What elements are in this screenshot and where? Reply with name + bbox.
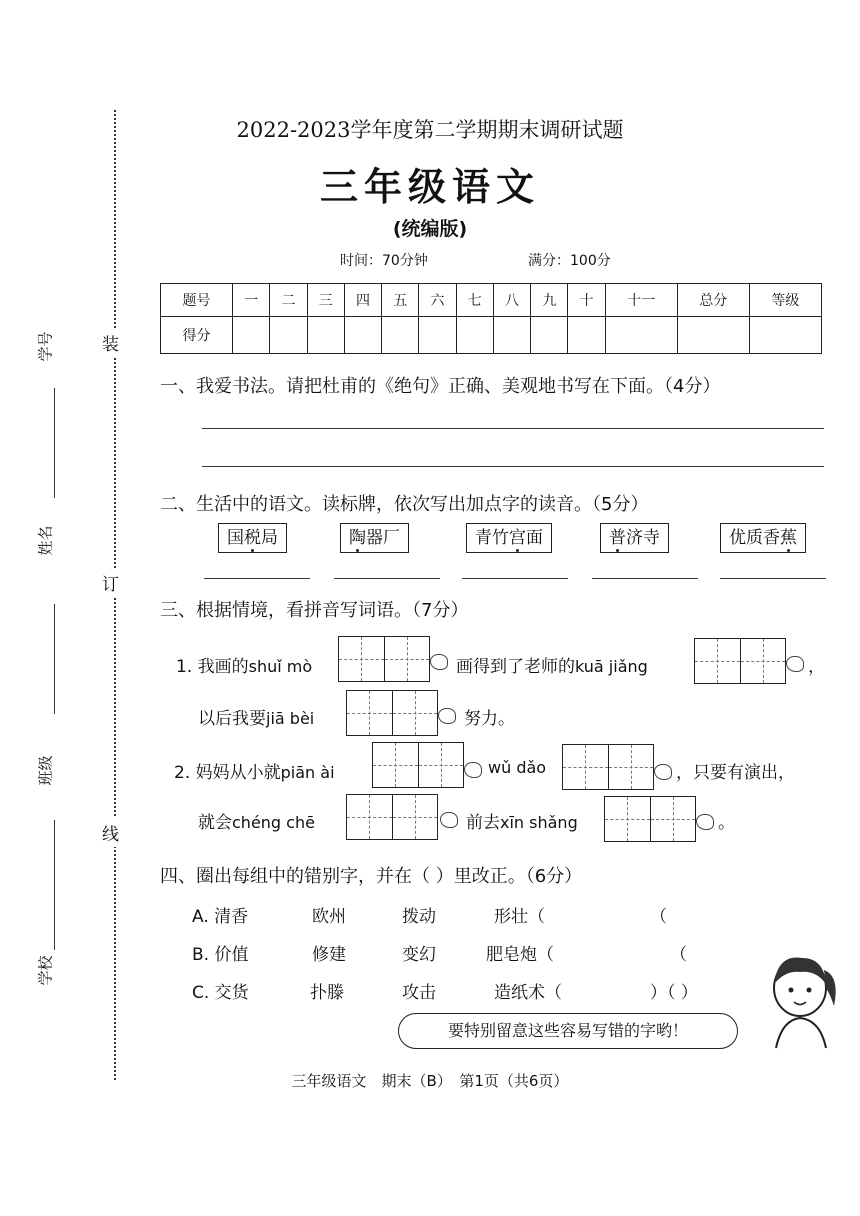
score-header-cell: 十一 (605, 284, 677, 317)
score-cell[interactable] (344, 317, 381, 354)
q3-line1-text (176, 652, 312, 677)
q4-word: A. 清香 (192, 907, 249, 927)
writing-grid-2[interactable] (562, 744, 654, 790)
q4-bracket[interactable]: （ (670, 945, 687, 965)
score-header-cell: 题号 (161, 284, 233, 317)
score-cell[interactable] (456, 317, 493, 354)
q4-word[interactable]: 拨动 (402, 907, 436, 927)
binding-char-ding: 订 (102, 568, 119, 597)
subject-title: 三年级语文 (319, 165, 540, 209)
score-header-cell: 四 (344, 284, 381, 317)
dotted-char: 宫 (509, 528, 526, 548)
q3-text: 就会 (198, 813, 232, 833)
question-2-title: 二、生活中的语文。读标牌，依次写出加点字的读音。（5分） (160, 494, 649, 515)
q4-word[interactable]: 肥皂炮（ (486, 945, 554, 965)
pencil-icon (464, 762, 482, 778)
sign-board-4 (600, 523, 669, 553)
writing-grid-2[interactable] (338, 636, 430, 682)
sign-board-2 (340, 523, 409, 553)
side-label-class: 班级 (36, 755, 55, 786)
score-cell[interactable] (419, 317, 456, 354)
sign-text: 器厂 (366, 528, 400, 548)
side-label-student-id: 学号 (36, 331, 55, 362)
q4-bracket[interactable]: （ (650, 907, 667, 927)
sign-text: 青竹 (475, 528, 509, 548)
writing-grid-2[interactable] (372, 742, 464, 788)
score-cell[interactable] (531, 317, 568, 354)
binding-char-zhuang: 装 (102, 328, 119, 357)
score-cell[interactable] (677, 317, 749, 354)
sign-board-5 (720, 523, 806, 553)
exam-title: 2022-2023学年度第二学期期末调研试题 (236, 118, 624, 142)
score-cell[interactable] (605, 317, 677, 354)
class-line (54, 820, 55, 950)
q3-text: 。 (718, 813, 735, 833)
pencil-icon (440, 812, 458, 828)
answer-line[interactable] (592, 578, 698, 579)
page-footer: 三年级语文 期末（B） 第1页（共6页） (291, 1072, 569, 1090)
binding-char-xian: 线 (102, 818, 119, 847)
score-cell[interactable] (270, 317, 307, 354)
sign-text: 面 (526, 528, 543, 548)
score-header-cell: 总分 (677, 284, 749, 317)
tip-speech-bubble: 要特别留意这些容易写错的字哟！ (398, 1013, 738, 1049)
writing-grid-2[interactable] (694, 638, 786, 684)
name-line (54, 604, 55, 714)
sign-text: 优质香 (729, 528, 780, 548)
writing-grid-2[interactable] (346, 690, 438, 736)
q3-line2-text (198, 704, 314, 729)
q4-word[interactable]: 欧州 (312, 907, 346, 927)
pencil-icon (438, 708, 456, 724)
pinyin: xīn shǎng (500, 813, 578, 832)
score-header-cell: 二 (270, 284, 307, 317)
score-header-cell: 七 (456, 284, 493, 317)
score-cell[interactable] (568, 317, 605, 354)
q4-word[interactable]: 造纸术（ (494, 983, 562, 1003)
edition-label: (统编版) (392, 218, 468, 240)
score-table (160, 283, 822, 354)
q3-text: 2. 妈妈从小就 (174, 763, 281, 783)
score-cell[interactable] (233, 317, 270, 354)
writing-grid-2[interactable] (604, 796, 696, 842)
dotted-char: 普 (609, 528, 626, 548)
score-header-cell: 十 (568, 284, 605, 317)
q4-word: B. 价值 (192, 945, 249, 965)
pinyin: jiā bèi (266, 709, 315, 728)
score-header-cell: 九 (531, 284, 568, 317)
q4-word: C. 交货 (192, 983, 249, 1003)
pinyin: chéng chē (232, 813, 315, 832)
q3-text: 1. 我画的 (176, 657, 249, 677)
q3-text: ，只要有演出， (676, 763, 795, 783)
full-score-label: 满分：100分 (528, 253, 611, 269)
student-id-line (54, 388, 55, 498)
pencil-icon (696, 814, 714, 830)
score-header-cell: 六 (419, 284, 456, 317)
q3-text: 努力。 (464, 709, 515, 729)
score-table-score-row (161, 317, 822, 354)
sign-text: 国 (227, 528, 244, 548)
score-header-cell: 三 (307, 284, 344, 317)
score-header-cell: 八 (493, 284, 530, 317)
score-header-cell: 五 (382, 284, 419, 317)
writing-line-1[interactable] (202, 428, 824, 429)
score-row-label: 得分 (161, 317, 233, 354)
sign-text: 济寺 (626, 528, 660, 548)
score-table-header-row (161, 284, 822, 317)
q3-text: 以后我要 (198, 709, 266, 729)
score-cell[interactable] (307, 317, 344, 354)
q4-word[interactable]: 变幻 (402, 945, 436, 965)
score-cell[interactable] (493, 317, 530, 354)
writing-grid-2[interactable] (346, 794, 438, 840)
question-1-title: 一、我爱书法。请把杜甫的《绝句》正确、美观地书写在下面。（4分） (160, 376, 721, 397)
q4-word[interactable]: 形壮（ (494, 907, 545, 927)
dotted-char: 陶 (349, 528, 366, 548)
score-header-cell: 一 (233, 284, 270, 317)
pencil-icon (654, 764, 672, 780)
q4-bracket[interactable]: ）（ ） (650, 983, 698, 1003)
pencil-icon (786, 656, 804, 672)
q3-line4-text (198, 808, 315, 833)
answer-line[interactable] (720, 578, 826, 579)
q3-line1-text (456, 652, 648, 677)
pinyin: shuǐ mò (248, 657, 313, 676)
pinyin: piān ài (280, 763, 335, 782)
side-label-name: 姓名 (36, 525, 55, 556)
q4-word[interactable]: 攻击 (402, 983, 436, 1003)
pinyin: wǔ dǎo (488, 758, 547, 777)
girl-illustration-icon (756, 940, 846, 1050)
q3-line4-text (466, 808, 578, 833)
dotted-char: 税 (244, 528, 261, 548)
q3-text: ， (808, 657, 825, 677)
q3-line3-text (174, 758, 335, 783)
writing-line-2[interactable] (202, 466, 824, 467)
sign-board-3 (466, 523, 552, 553)
q4-word[interactable]: 扑滕 (310, 983, 344, 1003)
q4-word[interactable]: 修建 (312, 945, 346, 965)
answer-line[interactable] (204, 578, 310, 579)
time-label: 时间：70分钟 (340, 253, 428, 269)
sign-text: 局 (261, 528, 278, 548)
score-cell[interactable] (382, 317, 419, 354)
score-header-cell: 等级 (749, 284, 821, 317)
sign-board-1 (218, 523, 287, 553)
question-3-title: 三、根据情境，看拼音写词语。（7分） (160, 600, 469, 621)
pencil-icon (430, 654, 448, 670)
answer-line[interactable] (462, 578, 568, 579)
pinyin: kuā jiǎng (575, 657, 648, 676)
question-4-title: 四、圈出每组中的错别字，并在（ ）里改正。（6分） (160, 866, 583, 887)
score-cell[interactable] (749, 317, 821, 354)
q3-text: 前去 (466, 813, 500, 833)
dotted-char: 蕉 (780, 528, 797, 548)
answer-line[interactable] (334, 578, 440, 579)
q3-text: 画得到了老师的 (456, 657, 575, 677)
side-label-school: 学校 (36, 955, 55, 986)
